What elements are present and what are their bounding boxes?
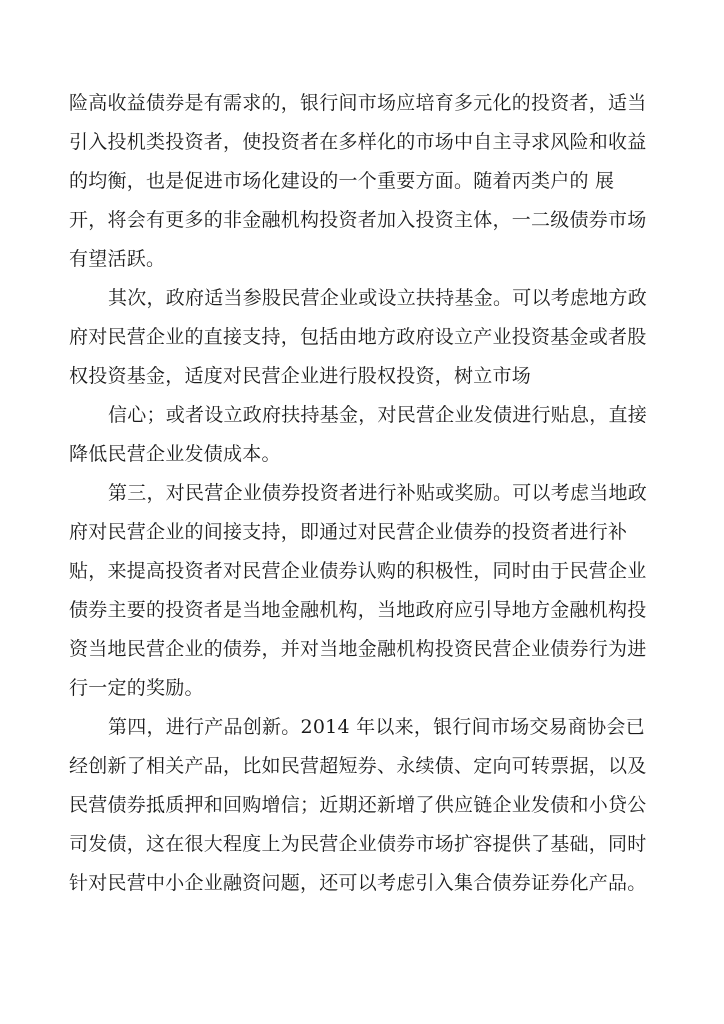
text-line: 司发债，这在很大程度上为民营企业债券市场扩容提供了基础，同时	[69, 833, 647, 855]
text-line: 债券主要的投资者是当地金融机构，当地政府应引导地方金融机构投	[69, 599, 647, 621]
text-line: 的均衡，也是促进市场化建设的一个重要方面。随着丙类户的 展	[69, 170, 615, 192]
text-line: 贴，来提高投资者对民营企业债券认购的积极性，同时由于民营企业	[69, 560, 647, 582]
text-line: 权投资基金，适度对民营企业进行股权投资，树立市场	[69, 365, 532, 387]
text-line: 有望活跃。	[69, 248, 166, 270]
text-line: 开，将会有更多的非金融机构投资者加入投资主体，一二级债券市场	[69, 209, 647, 231]
paragraph-start-line: 其次，政府适当参股民营企业或设立扶持基金。可以考虑地方政	[108, 287, 648, 309]
text-line: 针对民营中小企业融资问题，还可以考虑引入集合债券证券化产品。	[69, 872, 647, 894]
text-line: 府对民营企业的直接支持，包括由地方政府设立产业投资基金或者股	[69, 326, 647, 348]
text-line: 府对民营企业的间接支持，即通过对民营企业债券的投资者进行补	[69, 521, 628, 543]
text-line: 险高收益债券是有需求的，银行间市场应培育多元化的投资者，适当	[69, 92, 647, 114]
text-line: 行一定的奖励。	[69, 677, 204, 699]
text-line: 降低民营企业发债成本。	[69, 443, 281, 465]
paragraph-start-line: 第四，进行产品创新。2014 年以来，银行间市场交易商协会已	[108, 716, 645, 738]
text-line: 引入投机类投资者，使投资者在多样化的市场中自主寻求风险和收益	[69, 131, 647, 153]
text-line: 信心；或者设立政府扶持基金，对民营企业发债进行贴息，直接	[108, 404, 648, 426]
paragraph-start-line: 第三，对民营企业债券投资者进行补贴或奖励。可以考虑当地政	[108, 482, 648, 504]
text-line: 资当地民营企业的债券，并对当地金融机构投资民营企业债券行为进	[69, 638, 647, 660]
text-line: 经创新了相关产品，比如民营超短券、永续债、定向可转票据，以及	[69, 755, 647, 777]
text-line: 民营债券抵质押和回购增信；近期还新增了供应链企业发债和小贷公	[69, 794, 647, 816]
